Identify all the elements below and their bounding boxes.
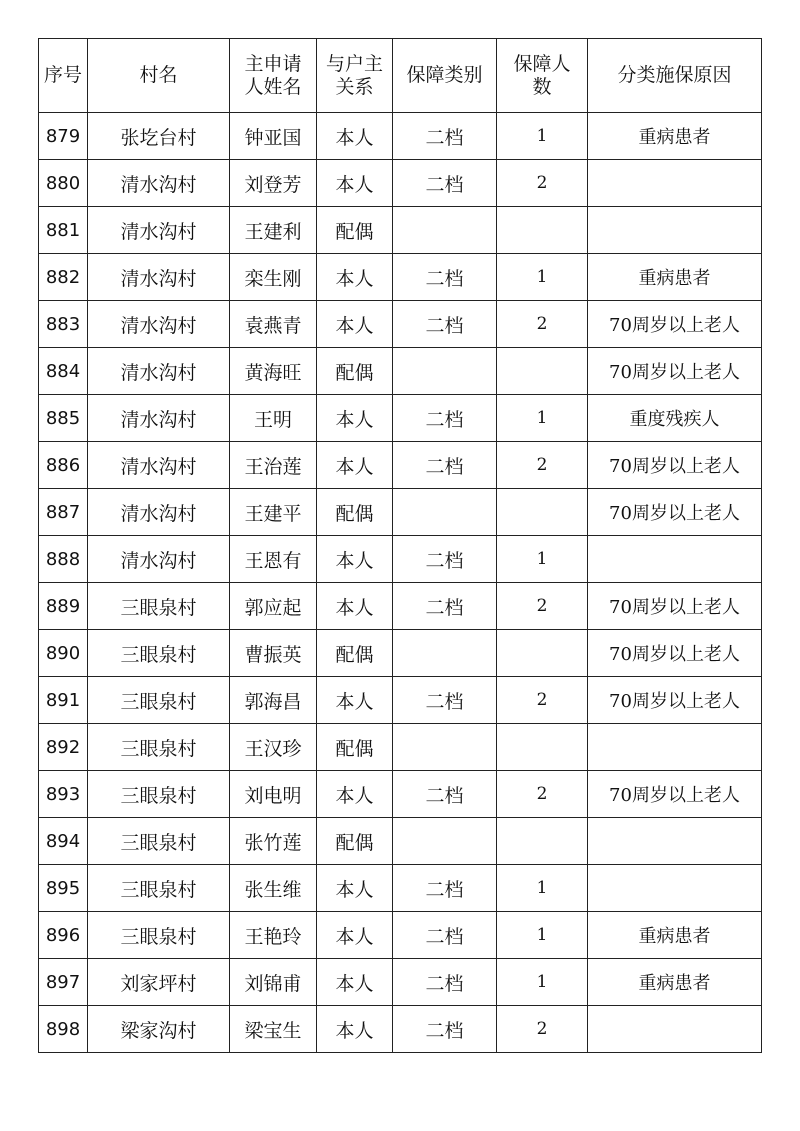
cell-relation: 本人 [317,959,393,1006]
cell-count [497,724,588,771]
cell-relation: 本人 [317,912,393,959]
cell-relation: 本人 [317,395,393,442]
cell-seq: 889 [39,583,88,630]
cell-seq: 884 [39,348,88,395]
cell-village: 三眼泉村 [88,630,230,677]
cell-seq: 897 [39,959,88,1006]
table-row [39,536,762,583]
table-row [39,1006,762,1053]
cell-relation: 本人 [317,113,393,160]
cell-name: 刘锦甫 [230,959,317,1006]
cell-reason: 70周岁以上老人 [588,489,762,536]
header-applicant-line2: 人姓名 [244,75,302,98]
cell-relation: 本人 [317,1006,393,1053]
cell-relation: 本人 [317,442,393,489]
cell-category [393,489,497,536]
table-row [39,677,762,724]
cell-seq: 893 [39,771,88,818]
cell-seq: 885 [39,395,88,442]
table-row [39,160,762,207]
table-row [39,254,762,301]
cell-reason: 重病患者 [588,254,762,301]
table-row [39,583,762,630]
cell-name: 郭应起 [230,583,317,630]
cell-seq: 890 [39,630,88,677]
cell-name: 黄海旺 [230,348,317,395]
table-row [39,818,762,865]
table-row [39,395,762,442]
cell-name: 袁燕青 [230,301,317,348]
cell-relation: 配偶 [317,489,393,536]
cell-count [497,348,588,395]
header-relation-line2: 关系 [335,75,374,98]
cell-name: 王明 [230,395,317,442]
cell-seq: 891 [39,677,88,724]
cell-reason [588,865,762,912]
cell-reason: 70周岁以上老人 [588,630,762,677]
cell-name: 王艳玲 [230,912,317,959]
cell-village: 清水沟村 [88,536,230,583]
cell-name: 王建利 [230,207,317,254]
cell-name: 刘电明 [230,771,317,818]
cell-category: 二档 [393,254,497,301]
cell-category: 二档 [393,677,497,724]
cell-relation: 配偶 [317,630,393,677]
cell-village: 清水沟村 [88,207,230,254]
cell-name: 郭海昌 [230,677,317,724]
table-row [39,771,762,818]
cell-count: 1 [497,254,588,301]
cell-category: 二档 [393,160,497,207]
cell-category: 二档 [393,959,497,1006]
cell-relation: 本人 [317,677,393,724]
cell-relation: 本人 [317,254,393,301]
cell-count [497,207,588,254]
cell-seq: 886 [39,442,88,489]
cell-count [497,818,588,865]
cell-relation: 本人 [317,771,393,818]
table-row [39,724,762,771]
cell-village: 张圪台村 [88,113,230,160]
cell-village: 三眼泉村 [88,912,230,959]
cell-village: 清水沟村 [88,489,230,536]
cell-village: 清水沟村 [88,348,230,395]
table-row [39,865,762,912]
table-row [39,442,762,489]
cell-name: 张竹莲 [230,818,317,865]
cell-category [393,630,497,677]
cell-village: 三眼泉村 [88,865,230,912]
header-applicant [230,39,317,113]
header-seq: 序号 [39,39,88,113]
cell-relation: 本人 [317,301,393,348]
cell-name: 王恩有 [230,536,317,583]
cell-seq: 888 [39,536,88,583]
cell-relation: 本人 [317,583,393,630]
header-category: 保障类别 [393,39,497,113]
cell-reason: 70周岁以上老人 [588,583,762,630]
cell-count: 2 [497,160,588,207]
cell-reason [588,536,762,583]
cell-village: 清水沟村 [88,395,230,442]
cell-village: 三眼泉村 [88,724,230,771]
cell-relation: 本人 [317,536,393,583]
cell-category: 二档 [393,1006,497,1053]
cell-seq: 895 [39,865,88,912]
cell-reason [588,160,762,207]
cell-name: 刘登芳 [230,160,317,207]
header-count [497,39,588,113]
cell-count [497,489,588,536]
cell-count: 1 [497,113,588,160]
cell-seq: 881 [39,207,88,254]
cell-count: 1 [497,395,588,442]
cell-relation: 配偶 [317,348,393,395]
cell-seq: 887 [39,489,88,536]
cell-name: 栾生刚 [230,254,317,301]
cell-seq: 883 [39,301,88,348]
cell-relation: 本人 [317,865,393,912]
cell-count [497,630,588,677]
cell-village: 清水沟村 [88,442,230,489]
table-row [39,348,762,395]
table-row [39,113,762,160]
cell-count: 2 [497,442,588,489]
cell-category [393,818,497,865]
cell-category: 二档 [393,442,497,489]
cell-reason: 重病患者 [588,113,762,160]
cell-seq: 892 [39,724,88,771]
cell-reason: 70周岁以上老人 [588,677,762,724]
cell-name: 曹振英 [230,630,317,677]
cell-count: 1 [497,912,588,959]
cell-category: 二档 [393,113,497,160]
cell-village: 刘家坪村 [88,959,230,1006]
cell-category [393,724,497,771]
header-village: 村名 [88,39,230,113]
cell-count: 1 [497,865,588,912]
cell-count: 2 [497,583,588,630]
cell-category: 二档 [393,912,497,959]
cell-reason: 重病患者 [588,959,762,1006]
cell-name: 王汉珍 [230,724,317,771]
cell-count: 2 [497,677,588,724]
cell-village: 三眼泉村 [88,583,230,630]
assistance-table [38,38,762,1053]
cell-seq: 880 [39,160,88,207]
table-row [39,489,762,536]
cell-reason [588,207,762,254]
header-relation-line1: 与户主 [325,52,383,75]
cell-category: 二档 [393,395,497,442]
cell-reason: 重病患者 [588,912,762,959]
cell-name: 梁宝生 [230,1006,317,1053]
cell-category: 二档 [393,301,497,348]
cell-seq: 879 [39,113,88,160]
cell-village: 三眼泉村 [88,818,230,865]
cell-count: 2 [497,301,588,348]
header-count-line2: 数 [532,75,552,98]
cell-reason: 70周岁以上老人 [588,771,762,818]
cell-reason: 70周岁以上老人 [588,301,762,348]
cell-count: 1 [497,536,588,583]
cell-reason: 重度残疾人 [588,395,762,442]
cell-name: 钟亚国 [230,113,317,160]
cell-name: 王建平 [230,489,317,536]
cell-reason [588,724,762,771]
cell-category: 二档 [393,865,497,912]
cell-seq: 898 [39,1006,88,1053]
cell-category [393,207,497,254]
cell-seq: 894 [39,818,88,865]
table-row [39,630,762,677]
cell-village: 清水沟村 [88,254,230,301]
table-row [39,912,762,959]
cell-name: 张生维 [230,865,317,912]
header-applicant-line1: 主申请 [244,52,302,75]
header-reason: 分类施保原因 [588,39,762,113]
cell-name: 王治莲 [230,442,317,489]
cell-village: 三眼泉村 [88,771,230,818]
cell-reason [588,818,762,865]
cell-count: 2 [497,1006,588,1053]
cell-category: 二档 [393,583,497,630]
cell-category: 二档 [393,536,497,583]
cell-reason: 70周岁以上老人 [588,442,762,489]
cell-seq: 896 [39,912,88,959]
cell-relation: 配偶 [317,724,393,771]
table-row [39,301,762,348]
table-row [39,207,762,254]
cell-relation: 本人 [317,160,393,207]
header-row [39,39,762,113]
table-row [39,959,762,1006]
cell-count: 2 [497,771,588,818]
cell-village: 清水沟村 [88,160,230,207]
cell-village: 三眼泉村 [88,677,230,724]
cell-count: 1 [497,959,588,1006]
cell-village: 清水沟村 [88,301,230,348]
cell-village: 梁家沟村 [88,1006,230,1053]
cell-category [393,348,497,395]
cell-category: 二档 [393,771,497,818]
cell-seq: 882 [39,254,88,301]
table-body [39,113,762,1053]
cell-reason [588,1006,762,1053]
cell-relation: 配偶 [317,207,393,254]
cell-relation: 配偶 [317,818,393,865]
header-count-line1: 保障人 [513,52,571,75]
header-relation [317,39,393,113]
cell-reason: 70周岁以上老人 [588,348,762,395]
